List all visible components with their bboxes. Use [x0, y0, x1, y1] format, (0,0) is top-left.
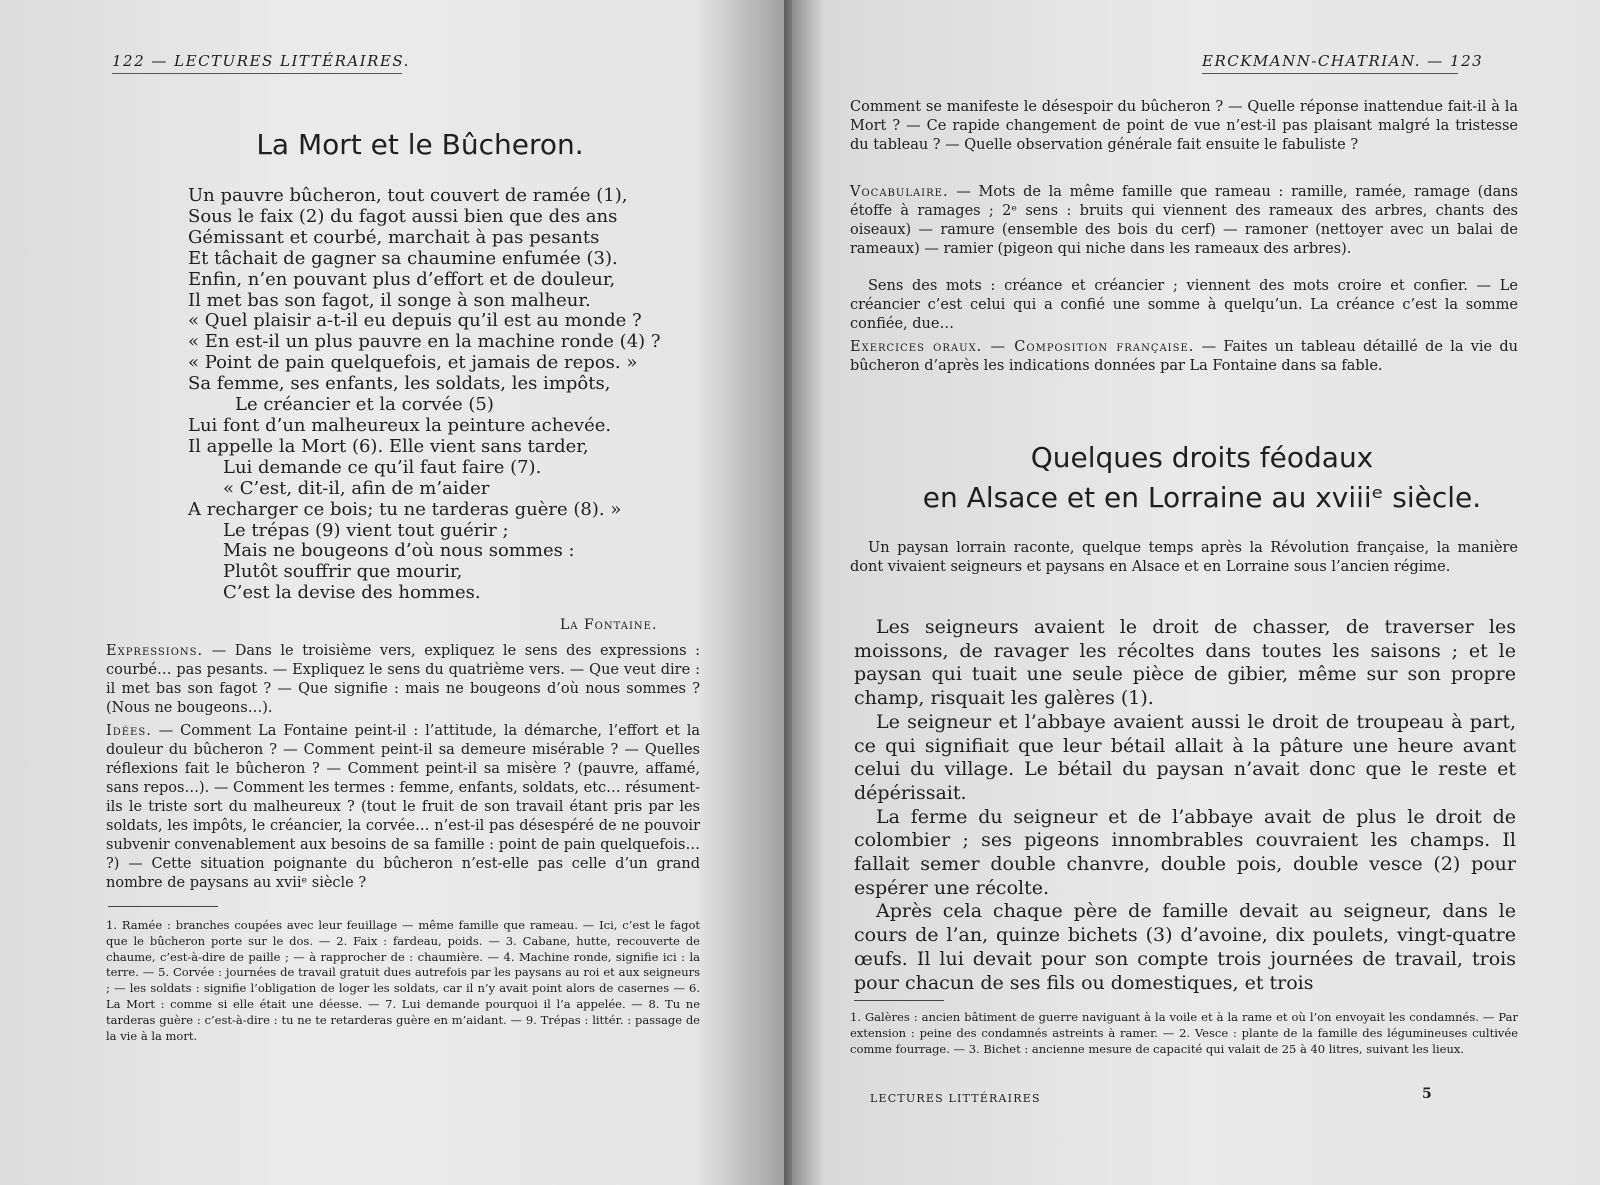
- poem-line: « Point de pain quelquefois, et jamais de repos. »: [188, 352, 638, 374]
- paragraph: Les seigneurs avaient le droit de chasser, de traverser les moissons, de ravager les récoltes dans toutes les saisons ; et le paysan qui tuait une seule pièce de gibier, même sur son propre champ, risquait les galères (1).: [854, 616, 1516, 710]
- signature-title: LECTURES LITTÉRAIRES: [870, 1092, 1041, 1105]
- paragraph: Après cela chaque père de famille devait au seigneur, dans le cours de l’an, quinze bichets (3) d’avoine, dix poulets, vingt-quatre œufs. Il lui devait pour son compte trois journées de travail, trois pour chacun de ses fils ou domestiques, et trois: [854, 900, 1516, 994]
- vocabulaire-section: [850, 183, 1518, 259]
- poem-author: La Fontaine.: [560, 617, 658, 633]
- vocabulaire-label: Vocabulaire.: [850, 184, 949, 200]
- exercices-text: — Faites un tableau détaillé de la vie du bûcheron d’après les indications données par La Fontaine dans sa fable.: [850, 339, 1519, 374]
- poem: [188, 185, 661, 604]
- idees-label: Idées.: [106, 723, 152, 739]
- idees-section: [106, 722, 700, 893]
- poem-line: Mais ne bougeons d’où nous sommes :: [223, 540, 575, 562]
- poem-line: Il met bas son fagot, il songe à son malheur.: [188, 289, 591, 311]
- poem-line: Sous le faix (2) du fagot aussi bien que des ans: [188, 205, 618, 227]
- running-head-left: 122 — LECTURES LITTÉRAIRES.: [112, 52, 402, 74]
- left-page: [0, 0, 792, 1185]
- paragraph: Le seigneur et l’abbaye avaient aussi le droit de troupeau à part, ce qui signifiait que leur bétail allait à la pâture une heure avant celui du village. Le bétail du paysan n’avait donc que le reste et dépérissait.: [854, 710, 1516, 804]
- footnotes-left: 1. Ramée : branches coupées avec leur feuillage — même famille que rameau. — Ici, c’est le fagot que le bûcheron porte sur le dos. — 2. Faix : fardeau, poids. — 3. Cabane, hutte, recouverte de chaume, c’est-à-dire de paille ; — à rapprocher de : chaumière. — 4. Machine ronde, signifie ici : la terre. — 5. Corvée : journées de travail gratuit dues autrefois par les paysans au roi et aux seigneurs ; — les soldats : signifie l’obligation de loger les soldats, car il n’y avait point alors de casernes — 6. La Mort : comme si elle était une déesse. — 7. Lui demande pourquoi il l’a appelée. — 8. Tu ne tarderas guère : c’est-à-dire : tu ne te retarderas guère en m’aidant. — 9. Trépas : littér. : passage de la vie à la mort.: [106, 918, 700, 1043]
- vocabulaire-text: — Mots de la même famille que rameau : ramille, ramée, ramage (dans étoffe à ramages ; 2ᵉ sens : bruits qui viennent des rameaux des arbres, chants des oiseaux) — ramure (ensemble des bois du cerf) — ramoner (nettoyer avec un balai de rameaux) — ramier (pigeon qui niche dans les rameaux des arbres).: [850, 184, 1518, 257]
- right-page: [792, 0, 1600, 1185]
- poem-line: Un pauvre bûcheron, tout couvert de ramée (1),: [188, 185, 628, 206]
- poem-title: La Mort et le Bûcheron.: [256, 128, 584, 161]
- poem-line: A recharger ce bois; tu ne tarderas guère (8). »: [188, 498, 622, 520]
- poem-line: Sa femme, ses enfants, les soldats, les impôts,: [188, 373, 611, 395]
- poem-line: « Quel plaisir a-t-il eu depuis qu’il est au monde ?: [188, 310, 642, 332]
- poem-line: Le trépas (9) vient tout guérir ;: [223, 519, 509, 541]
- poem-line: Le créancier et la corvée (5): [235, 394, 494, 416]
- poem-line: C’est la devise des hommes.: [223, 582, 481, 604]
- chapter-title-line2: en Alsace et en Lorraine au xviiiᵉ siècle.: [922, 481, 1482, 514]
- chapter-title-line1: Quelques droits féodaux: [1030, 441, 1374, 474]
- chapter-title: [852, 438, 1552, 518]
- signature-number: 5: [1422, 1086, 1432, 1102]
- intro-text: Un paysan lorrain raconte, quelque temps après la Révolution française, la manière dont vivaient seigneurs et paysans en Alsace et en Lorraine sous l’ancien régime.: [850, 540, 1518, 575]
- poem-line: Gémissant et courbé, marchait à pas pesants: [188, 226, 600, 248]
- poem-line: Et tâchait de gagner sa chaumine enfumée (3).: [188, 247, 618, 269]
- sens-text: Sens des mots : créance et créancier ; viennent des mots croire et confier. — Le créancier c’est celui qui a confié une somme à quelqu’un. La créance c’est la somme confiée, due…: [850, 278, 1518, 332]
- poem-line: Enfin, n’en pouvant plus d’effort et de douleur,: [188, 268, 616, 290]
- poem-line: Il appelle la Mort (6). Elle vient sans tarder,: [188, 435, 589, 457]
- running-head-right: ERCKMANN-CHATRIAN. — 123: [1202, 52, 1458, 74]
- footnote-rule-left: [108, 906, 218, 907]
- main-text: [854, 616, 1516, 995]
- poem-line: « C’est, dit-il, afin de m’aider: [223, 477, 490, 499]
- footnote-rule-right: [854, 1000, 944, 1001]
- poem-line: Lui font d’un malheureux la peinture achevée.: [188, 414, 612, 436]
- idees-text: — Comment La Fontaine peint-il : l’attitude, la démarche, l’effort et la douleur du bûcheron ? — Comment peint-il sa demeure misérable ? — Quelles réflexions fait le bûcheron ? — Comment peint-il sa misère ? (pauvre, affamé, sans repos…). — Comment les termes : femme, enfants, soldats, etc… résument-ils le triste sort du malheureux ? (tout le fruit de son travail étant pris par les soldats, les impôts, le créancier, la corvée… n’est-il pas désespéré de ne pouvoir subvenir convenablement aux besoins de sa famille : point de pain quelquefois… ?) — Cette situation poignante du bûcheron n’est-elle pas celle d’un grand nombre de paysans au xviiᵉ siècle ?: [106, 723, 700, 891]
- poem-line: Plutôt souffrir que mourir,: [223, 561, 463, 583]
- poem-line: « En est-il un plus pauvre en la machine ronde (4) ?: [188, 331, 661, 353]
- poem-line: Lui demande ce qu’il faut faire (7).: [223, 456, 542, 478]
- exercices-section: [850, 338, 1518, 376]
- expressions-section: [106, 642, 700, 718]
- exercices-label: Exercices oraux. — Composition française.: [850, 339, 1195, 355]
- footnotes-right: 1. Galères : ancien bâtiment de guerre naviguant à la voile et à la rame et où l’on envoyait les condamnés. — Par extension : peine des condamnés astreints à ramer. — 2. Vesce : plante de la famille des légumineuses cultivée comme fourrage. — 3. Bichet : ancienne mesure de capacité qui valait de 25 à 40 litres, suivant les lieux.: [850, 1010, 1518, 1056]
- paragraph: La ferme du seigneur et de l’abbaye avait de plus le droit de colombier ; ses pigeons innombrables couvraient les champs. Il fallait semer double chanvre, double pois, double vesce (2) pour espérer une récolte.: [854, 805, 1516, 899]
- expressions-text: — Dans le troisième vers, expliquez le sens des expressions : courbé… pas pesants. — Expliquez le sens du quatrième vers. — Que veut dire : il met bas son fagot ? — Que signifie : mais ne bougeons d’où nous sommes ? (Nous ne bougeons…).: [106, 643, 700, 716]
- expressions-label: Expressions.: [106, 643, 204, 659]
- questions-text: Comment se manifeste le désespoir du bûcheron ? — Quelle réponse inattendue fait-il à la Mort ? — Ce rapide changement de point de vue n’est-il pas plaisant malgré la tristesse du tableau ? — Quelle observation générale fait ensuite le fabuliste ?: [850, 99, 1518, 153]
